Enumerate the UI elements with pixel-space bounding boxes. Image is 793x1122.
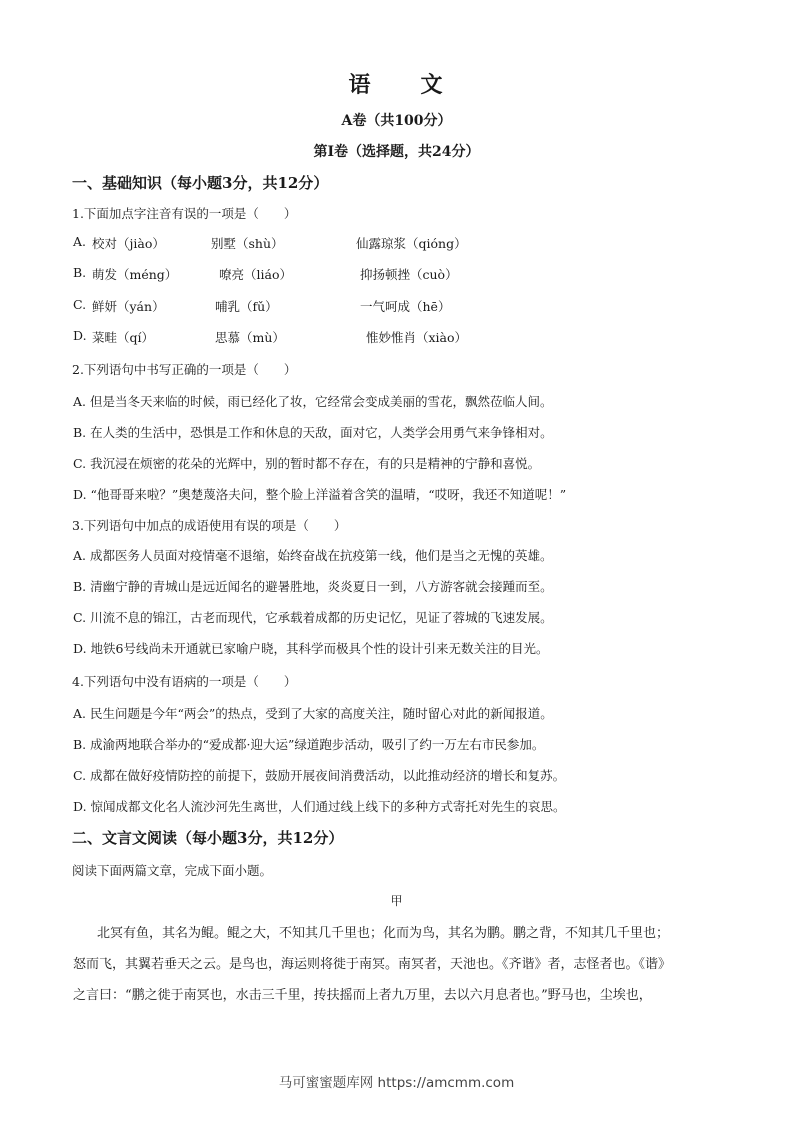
paper-a-heading: A卷（共100分） — [341, 113, 452, 129]
q2-option-d: D. “他哥哥来啦？”奥楚蔑洛夫问，整个脸上洋溢着含笑的温晴，“哎呀，我还不知道呢！” — [73, 487, 567, 502]
q1-b-1: 萌发（méng） — [92, 267, 178, 282]
q1-a-1: 校对（jiào） — [92, 236, 165, 251]
q1-c-3: 一气呵成（hē） — [360, 299, 451, 314]
section1-heading: 一、基础知识（每小题3分，共12分） — [72, 174, 329, 192]
q1-b-3: 抑扬顿挫（cuò） — [360, 267, 458, 282]
q2-stem: 2.下列语句中书写正确的一项是（ ） — [72, 362, 297, 377]
q3-stem: 3.下列语句中加点的成语使用有误的项是（ ） — [72, 518, 347, 533]
q1-a-letter: A. — [73, 234, 87, 249]
passage-line-3: 之言曰：“鹏之徙于南冥也，水击三千里，抟扶摇而上者九万里，去以六月息者也。”野马也，尘埃也， — [73, 988, 652, 1003]
q1-a-2: 别墅（shù） — [211, 236, 284, 251]
q3-option-a: A. 成都医务人员面对疫情毫不退缩，始终奋战在抗疫第一线，他们是当之无愧的英雄。 — [73, 548, 553, 563]
section2-heading: 二、文言文阅读（每小题3分，共12分） — [72, 829, 344, 847]
q2-option-a: A. 但是当冬天来临的时候，雨已经化了妆，它经常会变成美丽的雪花，飘然莅临人间。 — [73, 394, 553, 409]
q1-d-2: 思慕（mù） — [215, 330, 285, 345]
q1-d-3: 惟妙惟肖（xiào） — [366, 330, 468, 345]
passage-line-1: 北冥有鱼，其名为鲲。鲲之大，不知其几千里也；化而为鸟，其名为鹏。鹏之背，不知其几千里也； — [97, 926, 670, 941]
q1-a-3: 仙露琼浆（qióng） — [356, 236, 467, 251]
q1-b-letter: B. — [73, 265, 87, 280]
q1-d-1: 菜畦（qí） — [92, 330, 154, 345]
page-title: 语 文 — [348, 72, 445, 98]
q1-stem: 1.下面加点字注音有误的一项是（ ） — [72, 206, 297, 221]
footer-watermark: 马可蜜蜜题库网 https://amcmm.com — [278, 1075, 515, 1091]
q4-stem: 4.下列语句中没有语病的一项是（ ） — [72, 674, 297, 689]
q4-option-d: D. 惊闻成都文化名人流沙河先生离世，人们通过线上线下的多种方式寄托对先生的哀思。 — [73, 799, 566, 814]
q3-option-d: D. 地铁6号线尚未开通就已家喻户晓，其科学而极具个性的设计引来无数关注的目光。 — [73, 641, 549, 656]
q1-c-letter: C. — [73, 297, 87, 312]
passage-label: 甲 — [390, 894, 403, 908]
q4-option-b: B. 成渝两地联合举办的“爱成都·迎大运”绿道跑步活动，吸引了约一万左右市民参加。 — [73, 737, 545, 752]
q3-option-c: C. 川流不息的锦江，古老而现代，它承载着成都的历史记忆，见证了蓉城的飞速发展。 — [73, 610, 553, 625]
part1-heading: 第Ⅰ卷（选择题，共24分） — [313, 144, 480, 160]
q4-option-a: A. 民生问题是今年“两会”的热点，受到了大家的高度关注，随时留心对此的新闻报道。 — [73, 706, 553, 721]
q1-b-2: 嘹亮（liáo） — [219, 267, 292, 282]
passage-line-2: 怒而飞，其翼若垂天之云。是鸟也，海运则将徙于南冥。南冥者，天池也。《齐谐》者，志怪者也。《谐》 — [73, 957, 672, 972]
q2-option-c: C. 我沉浸在烦密的花朵的光辉中，别的暂时都不存在，有的只是精神的宁静和喜悦。 — [73, 456, 541, 471]
q2-option-b: B. 在人类的生活中，恐惧是工作和休息的天敌，面对它，人类学会用勇气来争锋相对。 — [73, 425, 553, 440]
q1-c-2: 哺乳（fǔ） — [215, 299, 278, 314]
q3-option-b: B. 清幽宁静的青城山是远近闻名的避暑胜地，炎炎夏日一到，八方游客就会接踵而至。 — [73, 579, 553, 594]
q1-d-letter: D. — [73, 328, 87, 343]
q1-c-1: 鲜妍（yán） — [92, 299, 165, 314]
reading-instruction: 阅读下面两篇文章，完成下面小题。 — [72, 863, 273, 878]
q4-option-c: C. 成都在做好疫情防控的前提下，鼓励开展夜间消费活动，以此推动经济的增长和复苏。 — [73, 768, 566, 783]
